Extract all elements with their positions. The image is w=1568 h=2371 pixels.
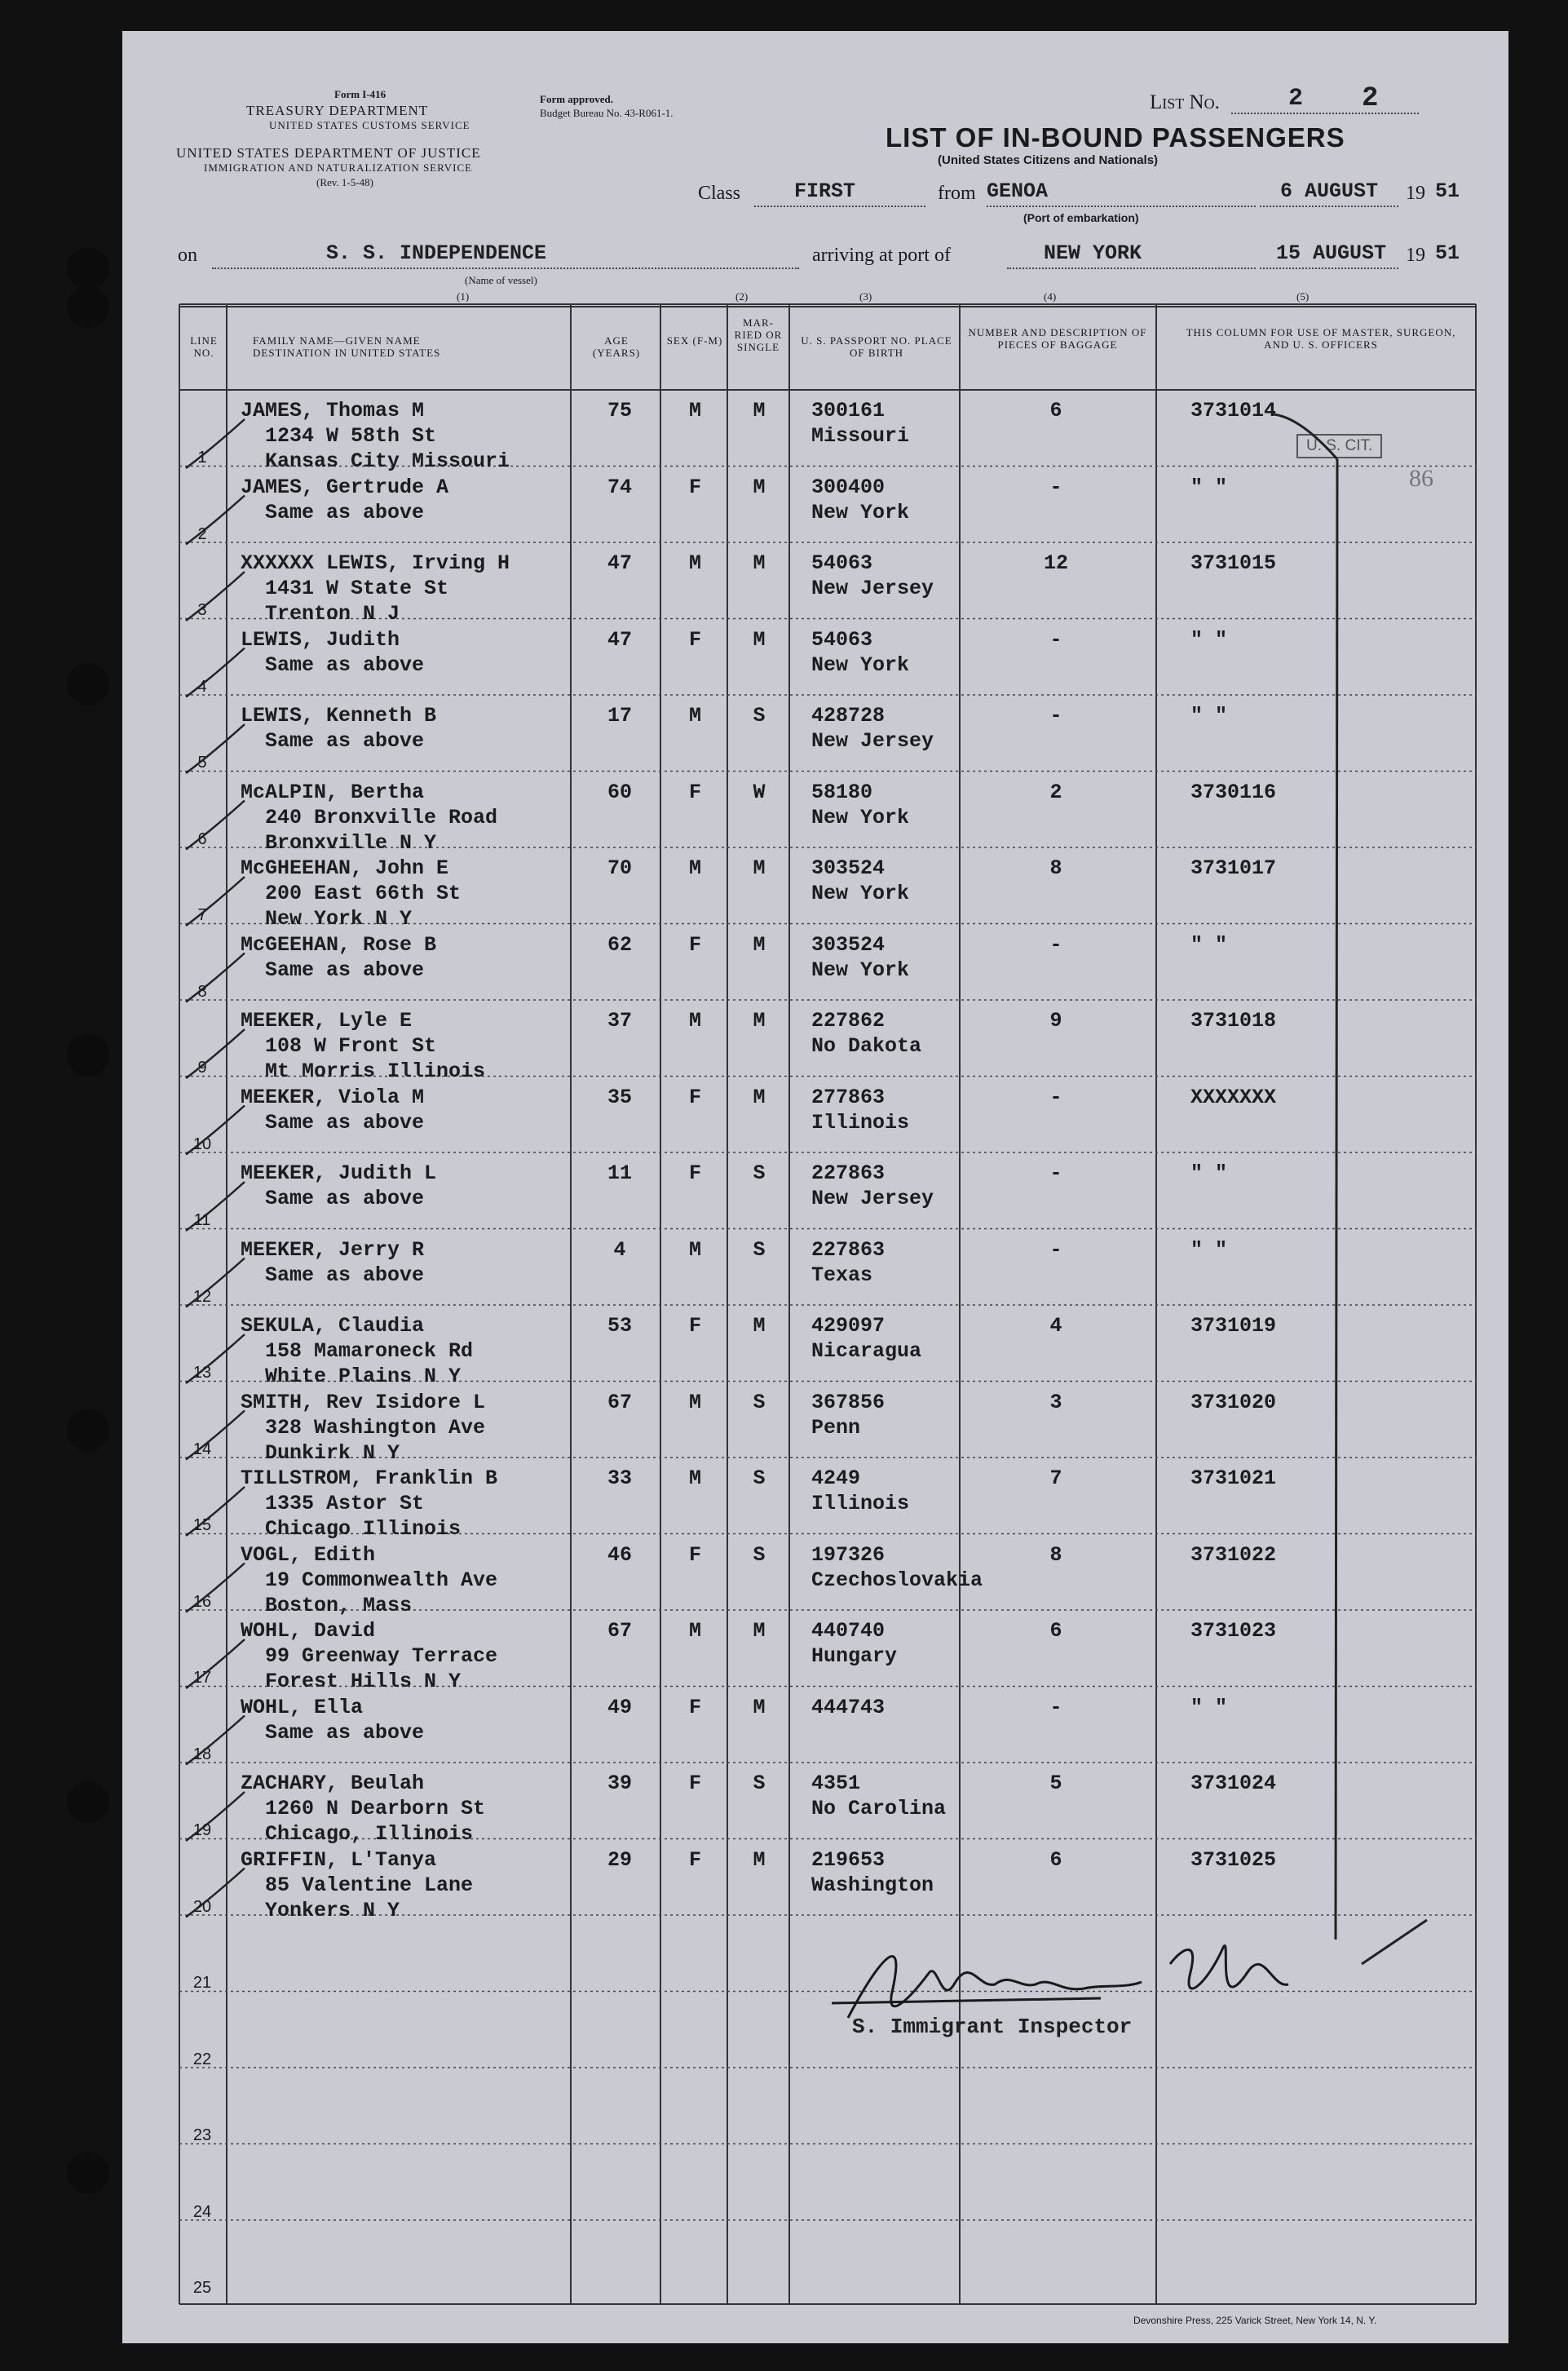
line-number: 6 bbox=[197, 829, 207, 848]
baggage-count: - bbox=[1049, 932, 1062, 957]
passenger-address-line-1: 108 W Front St bbox=[265, 1034, 437, 1058]
place-of-birth: Washington bbox=[811, 1873, 934, 1897]
check-tick bbox=[186, 1869, 245, 1918]
check-tick bbox=[186, 1029, 245, 1078]
passenger-address-line-1: Same as above bbox=[265, 958, 425, 982]
passenger-address-line-2: Chicago Illinois bbox=[265, 1517, 462, 1541]
passport-number: 440740 bbox=[811, 1619, 886, 1643]
passenger-name: ZACHARY, Beulah bbox=[241, 1772, 425, 1795]
passenger-name: WOHL, Ella bbox=[241, 1695, 364, 1719]
line-number: 11 bbox=[193, 1211, 211, 1229]
col-num-3: (3) bbox=[859, 290, 872, 303]
arrival-year: 51 bbox=[1435, 241, 1460, 265]
baggage-count: 9 bbox=[1049, 1009, 1062, 1033]
passenger-address-line-1: Same as above bbox=[265, 500, 425, 524]
baggage-count: 6 bbox=[1049, 1619, 1062, 1643]
passenger-sex: F bbox=[688, 1314, 701, 1338]
check-tick bbox=[186, 724, 245, 773]
passport-number: 4351 bbox=[811, 1772, 861, 1795]
passport-number: 58180 bbox=[811, 780, 873, 804]
treasury-department: TREASURY DEPARTMENT bbox=[246, 103, 429, 118]
passenger-sex: F bbox=[688, 475, 701, 499]
place-of-birth: Missouri bbox=[811, 424, 910, 448]
col-num-5: (5) bbox=[1296, 290, 1310, 303]
check-tick bbox=[186, 419, 245, 468]
binder-hole bbox=[67, 1034, 109, 1077]
arrival-date: 15 AUGUST bbox=[1276, 241, 1387, 265]
us-citizen-stamp: U. S. CIT. bbox=[1296, 434, 1382, 458]
officer-column-entry: 3731025 bbox=[1190, 1847, 1277, 1872]
passenger-age: 62 bbox=[607, 932, 632, 957]
passport-number: 429097 bbox=[811, 1314, 886, 1338]
passenger-marital-status: S bbox=[753, 1390, 766, 1414]
passenger-age: 37 bbox=[607, 1009, 632, 1033]
officer-column-entry: 3731019 bbox=[1190, 1314, 1277, 1338]
baggage-count: 3 bbox=[1049, 1390, 1062, 1414]
passenger-address-line-1: Same as above bbox=[265, 1720, 425, 1745]
form-number: Form I-416 bbox=[334, 88, 386, 100]
officer-column-entry: " " bbox=[1190, 1161, 1228, 1185]
officer-column-entry: 3731022 bbox=[1190, 1542, 1277, 1567]
passenger-name: McGEEHAN, Rose B bbox=[241, 932, 437, 957]
passenger-address-line-2: Bronxville N Y bbox=[265, 830, 437, 855]
baggage-count: 5 bbox=[1049, 1772, 1062, 1795]
inspector-title: S. Immigrant Inspector bbox=[852, 2015, 1133, 2039]
line-number: 12 bbox=[192, 1287, 212, 1306]
place-of-birth: Illinois bbox=[811, 1110, 910, 1135]
passenger-name: LEWIS, Kenneth B bbox=[241, 704, 437, 728]
passenger-address-line-1: Same as above bbox=[265, 1110, 425, 1135]
col-header-name: FAMILY NAME—GIVEN NAME DESTINATION IN UNITED STATES bbox=[253, 334, 441, 359]
passenger-sex: M bbox=[688, 551, 701, 575]
passenger-marital-status: S bbox=[753, 1466, 766, 1490]
passenger-age: 74 bbox=[607, 475, 632, 499]
passenger-age: 11 bbox=[607, 1161, 632, 1185]
passenger-address-line-2: Kansas City Missouri bbox=[265, 449, 510, 473]
binder-hole bbox=[67, 1780, 109, 1823]
line-number: 19 bbox=[192, 1821, 212, 1839]
department-of-justice: UNITED STATES DEPARTMENT OF JUSTICE bbox=[176, 145, 481, 161]
passenger-sex: M bbox=[688, 1466, 701, 1490]
baggage-count: - bbox=[1049, 1161, 1062, 1185]
line-number: 4 bbox=[197, 677, 207, 696]
baggage-count: 7 bbox=[1049, 1466, 1062, 1490]
immigration-service: IMMIGRATION AND NATURALIZATION SERVICE bbox=[204, 161, 473, 174]
place-of-birth: New York bbox=[811, 805, 910, 829]
baggage-count: - bbox=[1049, 1237, 1062, 1262]
line-number: 9 bbox=[197, 1059, 207, 1077]
check-tick bbox=[186, 1792, 245, 1841]
passenger-age: 35 bbox=[607, 1085, 632, 1109]
revision: (Rev. 1-5-48) bbox=[316, 176, 373, 188]
passport-number: 303524 bbox=[811, 856, 886, 880]
passenger-age: 60 bbox=[607, 780, 632, 804]
officer-column-entry: " " bbox=[1190, 1237, 1228, 1262]
form-approved: Form approved. bbox=[540, 93, 614, 105]
baggage-count: 8 bbox=[1049, 856, 1062, 880]
baggage-count: - bbox=[1049, 704, 1062, 728]
passenger-sex: F bbox=[688, 627, 701, 652]
passenger-address-line-2: Forest Hills N Y bbox=[265, 1670, 462, 1693]
line-number: 22 bbox=[192, 2050, 212, 2068]
col-header-married: MAR-RIED OR SINGLE bbox=[734, 316, 783, 353]
class-value: FIRST bbox=[794, 179, 856, 203]
officer-column-entry: 3731023 bbox=[1190, 1619, 1277, 1643]
baggage-count: 8 bbox=[1049, 1542, 1062, 1567]
officer-column-entry: XXXXXXX bbox=[1190, 1085, 1277, 1109]
vessel-caption: (Name of vessel) bbox=[465, 274, 537, 286]
officer-column-entry: 3731020 bbox=[1190, 1390, 1277, 1414]
passenger-address-line-1: Same as above bbox=[265, 729, 425, 753]
check-tick bbox=[186, 1258, 245, 1307]
passenger-address-line-1: 240 Bronxville Road bbox=[265, 805, 498, 829]
passenger-marital-status: M bbox=[753, 856, 766, 880]
passenger-sex: F bbox=[688, 932, 701, 957]
passenger-name: SMITH, Rev Isidore L bbox=[241, 1390, 486, 1414]
passenger-address-line-1: 200 East 66th St bbox=[265, 882, 462, 905]
check-tick bbox=[186, 1334, 245, 1383]
passenger-address-line-1: Same as above bbox=[265, 652, 425, 677]
check-tick bbox=[186, 572, 245, 621]
check-tick bbox=[186, 648, 245, 697]
passenger-name: JAMES, Gertrude A bbox=[241, 475, 449, 499]
place-of-birth: New Jersey bbox=[811, 1187, 934, 1210]
passenger-age: 4 bbox=[613, 1237, 626, 1262]
passenger-age: 49 bbox=[607, 1695, 632, 1719]
passport-number: 197326 bbox=[811, 1542, 886, 1567]
col-num-1: (1) bbox=[457, 290, 470, 303]
place-of-birth: Texas bbox=[811, 1263, 873, 1287]
passport-number: 227863 bbox=[811, 1161, 886, 1185]
place-of-birth: New York bbox=[811, 882, 910, 905]
check-tick bbox=[186, 1716, 245, 1765]
passenger-address-line-1: 1234 W 58th St bbox=[265, 424, 437, 448]
binder-hole bbox=[67, 285, 109, 328]
binder-hole bbox=[67, 1409, 109, 1452]
place-of-birth: No Dakota bbox=[811, 1034, 922, 1058]
customs-service: UNITED STATES CUSTOMS SERVICE bbox=[269, 119, 470, 131]
passenger-name: JAMES, Thomas M bbox=[241, 399, 425, 422]
margin-note: 86 bbox=[1409, 465, 1433, 492]
passenger-sex: F bbox=[688, 1161, 701, 1185]
check-tick bbox=[186, 1182, 245, 1231]
passenger-name: SEKULA, Claudia bbox=[241, 1314, 425, 1338]
check-tick bbox=[186, 801, 245, 850]
manifest-page bbox=[122, 31, 1508, 2343]
passenger-age: 53 bbox=[607, 1314, 632, 1338]
passenger-name: TILLSTROM, Franklin B bbox=[241, 1466, 498, 1490]
passenger-address-line-1: Same as above bbox=[265, 1187, 425, 1210]
passenger-address-line-2: Trenton N J bbox=[265, 602, 400, 626]
place-of-birth: Czechoslovakia bbox=[811, 1568, 983, 1592]
passenger-address-line-2: Mt Morris Illinois bbox=[265, 1059, 486, 1083]
passenger-name: MEEKER, Judith L bbox=[241, 1161, 437, 1185]
passport-number: 227863 bbox=[811, 1237, 886, 1262]
passenger-sex: F bbox=[688, 1847, 701, 1872]
line-number: 17 bbox=[192, 1669, 212, 1687]
passenger-age: 75 bbox=[607, 399, 632, 422]
passenger-sex: M bbox=[688, 704, 701, 728]
list-no-value-2: 2 bbox=[1362, 83, 1379, 114]
passenger-marital-status: S bbox=[753, 704, 766, 728]
col-header-officers: THIS COLUMN FOR USE OF MASTER, SURGEON, AND U. S. OFFICERS bbox=[1186, 326, 1456, 351]
passenger-address-line-1: Same as above bbox=[265, 1263, 425, 1287]
from-label: from bbox=[938, 183, 976, 204]
departure-year-prefix: 19 bbox=[1406, 183, 1425, 204]
place-of-birth: New Jersey bbox=[811, 577, 934, 600]
port-caption: (Port of embarkation) bbox=[1023, 211, 1139, 224]
passenger-marital-status: M bbox=[753, 1847, 766, 1872]
check-marks bbox=[122, 31, 1508, 2343]
line-number: 24 bbox=[192, 2202, 212, 2221]
passenger-marital-status: M bbox=[753, 1085, 766, 1109]
passport-number: 219653 bbox=[811, 1847, 886, 1872]
passenger-address-line-2: Yonkers N Y bbox=[265, 1898, 400, 1922]
check-tick bbox=[186, 496, 245, 545]
passenger-sex: F bbox=[688, 1542, 701, 1567]
officer-column-entry: " " bbox=[1190, 1695, 1228, 1719]
officer-column-entry: 3731018 bbox=[1190, 1009, 1277, 1033]
place-of-birth: No Carolina bbox=[811, 1797, 947, 1820]
class-label: Class bbox=[698, 183, 741, 204]
passenger-name: McALPIN, Bertha bbox=[241, 780, 425, 804]
check-tick bbox=[186, 1564, 245, 1612]
check-tick bbox=[186, 1411, 245, 1460]
line-number: 23 bbox=[192, 2126, 212, 2144]
passenger-marital-status: W bbox=[753, 780, 766, 804]
passenger-age: 67 bbox=[607, 1390, 632, 1414]
line-number: 13 bbox=[192, 1364, 212, 1382]
line-number: 21 bbox=[192, 1974, 212, 1992]
officer-column-entry: 3731015 bbox=[1190, 551, 1277, 575]
passenger-address-line-1: 85 Valentine Lane bbox=[265, 1873, 474, 1897]
passenger-address-line-1: 158 Mamaroneck Rd bbox=[265, 1339, 474, 1363]
place-of-birth: Hungary bbox=[811, 1644, 898, 1668]
check-tick bbox=[186, 953, 245, 1002]
officer-column-entry: " " bbox=[1190, 475, 1228, 499]
passenger-marital-status: M bbox=[753, 551, 766, 575]
col-header-line-no: LINE NO. bbox=[190, 334, 218, 359]
passenger-age: 47 bbox=[607, 627, 632, 652]
line-number: 18 bbox=[192, 1745, 212, 1763]
col-num-4: (4) bbox=[1044, 290, 1057, 303]
passenger-sex: M bbox=[688, 1237, 701, 1262]
passenger-name: MEEKER, Lyle E bbox=[241, 1009, 413, 1033]
departure-date: 6 AUGUST bbox=[1280, 179, 1379, 203]
passenger-name: WOHL, David bbox=[241, 1619, 376, 1643]
passport-number: 444743 bbox=[811, 1695, 886, 1719]
passenger-marital-status: S bbox=[753, 1772, 766, 1795]
passenger-name: GRIFFIN, L'Tanya bbox=[241, 1847, 437, 1872]
passenger-age: 46 bbox=[607, 1542, 632, 1567]
arrival-port: NEW YORK bbox=[1044, 241, 1142, 265]
place-of-birth: Penn bbox=[811, 1415, 861, 1440]
arriving-label: arriving at port of bbox=[812, 245, 951, 266]
officer-column-entry: 3731017 bbox=[1190, 856, 1277, 880]
passport-number: 303524 bbox=[811, 932, 886, 957]
col-header-baggage: NUMBER AND DESCRIPTION OF PIECES OF BAGGAGE bbox=[968, 326, 1147, 351]
passport-number: 4249 bbox=[811, 1466, 861, 1490]
line-number: 5 bbox=[197, 754, 207, 772]
embarkation-port: GENOA bbox=[987, 179, 1049, 203]
place-of-birth: New York bbox=[811, 652, 910, 677]
passenger-name: MEEKER, Jerry R bbox=[241, 1237, 425, 1262]
passenger-marital-status: M bbox=[753, 627, 766, 652]
line-number: 2 bbox=[197, 524, 207, 543]
officer-column-entry: 3731021 bbox=[1190, 1466, 1277, 1490]
binder-hole bbox=[67, 2152, 109, 2194]
baggage-count: 4 bbox=[1049, 1314, 1062, 1338]
passenger-sex: F bbox=[688, 1772, 701, 1795]
passport-number: 367856 bbox=[811, 1390, 886, 1414]
line-number: 25 bbox=[192, 2279, 212, 2297]
baggage-count: 6 bbox=[1049, 399, 1062, 422]
check-tick bbox=[186, 1487, 245, 1536]
passenger-age: 33 bbox=[607, 1466, 632, 1490]
arrival-year-prefix: 19 bbox=[1406, 245, 1425, 266]
col-header-age: AGE (YEARS) bbox=[592, 334, 641, 359]
passenger-sex: M bbox=[688, 1390, 701, 1414]
baggage-count: - bbox=[1049, 475, 1062, 499]
baggage-count: 6 bbox=[1049, 1847, 1062, 1872]
passenger-address-line-2: Boston, Mass bbox=[265, 1593, 413, 1617]
binder-hole bbox=[67, 247, 109, 290]
passport-number: 277863 bbox=[811, 1085, 886, 1109]
officer-column-entry: " " bbox=[1190, 932, 1228, 957]
form-subtitle: (United States Citizens and Nationals) bbox=[938, 153, 1159, 167]
passenger-name: McGHEEHAN, John E bbox=[241, 856, 449, 880]
passenger-address-line-1: 1260 N Dearborn St bbox=[265, 1797, 486, 1820]
on-label: on bbox=[178, 245, 197, 266]
passenger-marital-status: M bbox=[753, 1314, 766, 1338]
passport-number: 300400 bbox=[811, 475, 886, 499]
passenger-sex: F bbox=[688, 1695, 701, 1719]
printer-imprint: Devonshire Press, 225 Varick Street, New York 14, N. Y. bbox=[1133, 2315, 1377, 2326]
passenger-age: 17 bbox=[607, 704, 632, 728]
binder-hole bbox=[67, 663, 109, 706]
line-number: 16 bbox=[192, 1592, 212, 1611]
baggage-count: 12 bbox=[1043, 551, 1068, 575]
place-of-birth: New York bbox=[811, 958, 910, 982]
passenger-address-line-2: White Plains N Y bbox=[265, 1365, 462, 1388]
place-of-birth: New Jersey bbox=[811, 729, 934, 753]
passenger-sex: M bbox=[688, 399, 701, 422]
col-num-2: (2) bbox=[735, 290, 749, 303]
line-number: 8 bbox=[197, 982, 207, 1001]
check-tick bbox=[186, 1639, 245, 1688]
baggage-count: 2 bbox=[1049, 780, 1062, 804]
place-of-birth: Illinois bbox=[811, 1492, 910, 1515]
passenger-name: XXXXXX LEWIS, Irving H bbox=[241, 551, 510, 575]
passport-number: 428728 bbox=[811, 704, 886, 728]
passenger-name: VOGL, Edith bbox=[241, 1542, 376, 1567]
passenger-marital-status: S bbox=[753, 1237, 766, 1262]
passenger-address-line-1: 1335 Astor St bbox=[265, 1492, 425, 1515]
baggage-count: - bbox=[1049, 1695, 1062, 1719]
vessel-name: S. S. INDEPENDENCE bbox=[326, 241, 547, 265]
passenger-marital-status: M bbox=[753, 399, 766, 422]
list-no-value: 2 bbox=[1288, 85, 1304, 113]
line-number: 14 bbox=[192, 1440, 212, 1458]
passenger-sex: F bbox=[688, 1085, 701, 1109]
passenger-address-line-2: Dunkirk N Y bbox=[265, 1440, 400, 1465]
line-number: 3 bbox=[197, 601, 207, 619]
passenger-marital-status: S bbox=[753, 1542, 766, 1567]
list-no-label: List No. bbox=[1150, 91, 1220, 113]
line-number: 15 bbox=[192, 1516, 212, 1534]
col-header-passport: U. S. PASSPORT NO. PLACE OF BIRTH bbox=[801, 334, 952, 359]
passenger-address-line-2: Chicago, Illinois bbox=[265, 1822, 474, 1846]
passenger-age: 29 bbox=[607, 1847, 632, 1872]
budget-bureau: Budget Bureau No. 43-R061-1. bbox=[540, 107, 674, 119]
passport-number: 54063 bbox=[811, 551, 873, 575]
passenger-age: 70 bbox=[607, 856, 632, 880]
passenger-address-line-1: 1431 W State St bbox=[265, 577, 449, 600]
passenger-marital-status: M bbox=[753, 932, 766, 957]
passenger-name: MEEKER, Viola M bbox=[241, 1085, 425, 1109]
passport-number: 54063 bbox=[811, 627, 873, 652]
passenger-age: 47 bbox=[607, 551, 632, 575]
baggage-count: - bbox=[1049, 627, 1062, 652]
passport-number: 227862 bbox=[811, 1009, 886, 1033]
baggage-count: - bbox=[1049, 1085, 1062, 1109]
departure-year: 51 bbox=[1435, 179, 1460, 203]
officer-column-entry: 3731014 bbox=[1190, 399, 1277, 422]
form-title: LIST OF IN-BOUND PASSENGERS bbox=[886, 122, 1345, 153]
passenger-marital-status: S bbox=[753, 1161, 766, 1185]
place-of-birth: Nicaragua bbox=[811, 1339, 922, 1363]
passenger-sex: M bbox=[688, 1009, 701, 1033]
check-tick bbox=[186, 1106, 245, 1155]
passenger-sex: F bbox=[688, 780, 701, 804]
line-number: 10 bbox=[192, 1135, 212, 1153]
line-number: 1 bbox=[197, 449, 207, 467]
line-number: 20 bbox=[192, 1897, 212, 1916]
passenger-age: 67 bbox=[607, 1619, 632, 1643]
passenger-marital-status: M bbox=[753, 1695, 766, 1719]
passenger-name: LEWIS, Judith bbox=[241, 627, 400, 652]
passport-number: 300161 bbox=[811, 399, 886, 422]
officer-column-entry: 3730116 bbox=[1190, 780, 1277, 804]
officer-column-entry: " " bbox=[1190, 627, 1228, 652]
col-header-sex: SEX (F-M) bbox=[666, 334, 723, 347]
place-of-birth: New York bbox=[811, 500, 910, 524]
line-number: 7 bbox=[197, 906, 207, 924]
passenger-address-line-1: 328 Washington Ave bbox=[265, 1415, 486, 1440]
passenger-marital-status: M bbox=[753, 475, 766, 499]
passenger-address-line-2: New York N Y bbox=[265, 907, 413, 931]
passenger-address-line-1: 19 Commonwealth Ave bbox=[265, 1568, 498, 1592]
passenger-marital-status: M bbox=[753, 1009, 766, 1033]
passenger-address-line-1: 99 Greenway Terrace bbox=[265, 1644, 498, 1668]
passenger-age: 39 bbox=[607, 1772, 632, 1795]
check-tick bbox=[186, 877, 245, 926]
passenger-sex: M bbox=[688, 1619, 701, 1643]
officer-column-entry: 3731024 bbox=[1190, 1772, 1277, 1795]
passenger-sex: M bbox=[688, 856, 701, 880]
officer-column-entry: " " bbox=[1190, 704, 1228, 728]
passenger-marital-status: M bbox=[753, 1619, 766, 1643]
